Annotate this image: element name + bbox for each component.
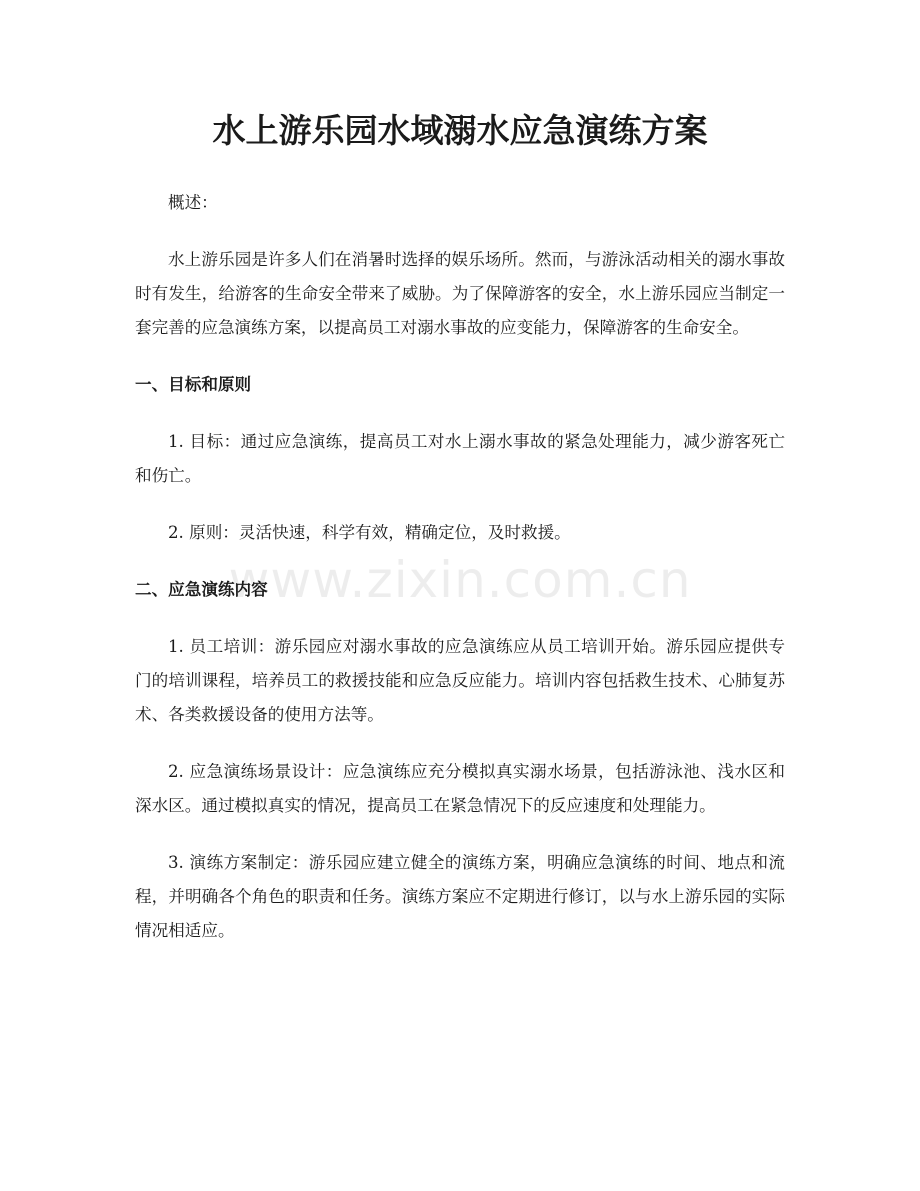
page-title: 水上游乐园水域溺水应急演练方案 bbox=[212, 111, 708, 150]
overview-paragraph: 水上游乐园是许多人们在消暑时选择的娱乐场所。然而，与游泳活动相关的溺水事故时有发生，给游客的生命安全带来了威胁。为了保障游客的安全，水上游乐园应当制定一套完善的应急演练方案，以提高员工对溺水事故的应变能力，保障游客的生命安全。 bbox=[135, 250, 785, 337]
section-heading-content: 二、应急演练内容 bbox=[135, 580, 268, 599]
staff-training-item: 1. 员工培训：游乐园应对溺水事故的应急演练应从员工培训开始。游乐园应提供专门的培训课程，培养员工的救援技能和应急反应能力。培训内容包括救生技术、心肺复苏术、各类救援设备的使用方法等。 bbox=[135, 637, 785, 724]
principle-item: 2. 原则：灵活快速，科学有效，精确定位，及时救援。 bbox=[168, 523, 571, 542]
overview-label: 概述： bbox=[168, 193, 218, 212]
scenario-design-item: 2. 应急演练场景设计：应急演练应充分模拟真实溺水场景，包括游泳池、浅水区和深水区。通过模拟真实的情况，提高员工在紧急情况下的反应速度和处理能力。 bbox=[135, 762, 785, 815]
watermark: www.zixin.com.cn bbox=[228, 551, 692, 609]
section-heading-goals: 一、目标和原则 bbox=[135, 375, 252, 394]
goal-item: 1. 目标：通过应急演练，提高员工对水上溺水事故的紧急处理能力，减少游客死亡和伤亡。 bbox=[135, 432, 785, 485]
document-body bbox=[135, 186, 785, 971]
plan-formulation-item: 3. 演练方案制定：游乐园应建立健全的演练方案，明确应急演练的时间、地点和流程，并明确各个角色的职责和任务。演练方案应不定期进行修订，以与水上游乐园的实际情况相适应。 bbox=[135, 853, 785, 940]
